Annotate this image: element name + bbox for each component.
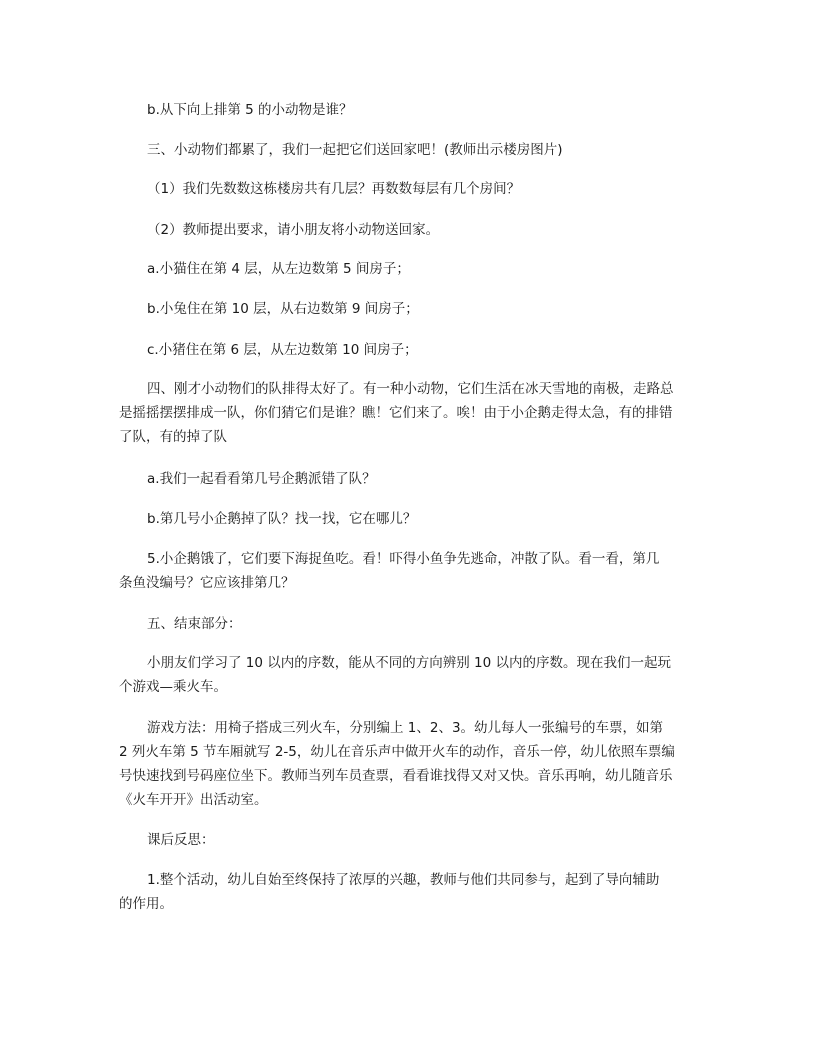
paragraph-line: 1.整个活动，幼儿自始至终保持了浓厚的兴趣，教师与他们共同参与，起到了导向辅助: [147, 872, 660, 888]
paragraph-game-method: [119, 716, 687, 812]
paragraph-question-b: b.从下向上排第 5 的小动物是谁？: [147, 102, 353, 118]
paragraph-question-b2: b.第几号小企鹅掉了队？找一找，它在哪儿？: [147, 511, 417, 527]
paragraph-line: 条鱼没编号？它应该排第几？: [119, 575, 295, 591]
paragraph-line: 四、刚才小动物们的队排得太好了。有一种小动物，它们生活在冰天雪地的南极，走路总: [147, 381, 674, 397]
paragraph-summary: [119, 651, 687, 699]
paragraph-line: 号快速找到号码座位坐下。教师当列车员查票，看看谁找得又对又快。音乐再响，幼儿随音乐: [119, 768, 673, 784]
paragraph-line: 了队，有的掉了队: [119, 429, 227, 445]
paragraph-line: 是摇摇摆摆排成一队，你们猜它们是谁？瞧！它们来了。唉！由于小企鹅走得太急，有的排错: [119, 405, 673, 421]
paragraph-reflection: [119, 868, 687, 916]
paragraph-question-a: a.我们一起看看第几号企鹅派错了队？: [147, 471, 376, 487]
paragraph-line: 个游戏—乘火车。: [119, 679, 227, 695]
paragraph-penguin-fish: [119, 547, 687, 595]
paragraph-section-four: [119, 377, 687, 449]
paragraph-step-2: （2）教师提出要求，请小朋友将小动物送回家。: [147, 222, 440, 238]
paragraph-cat: a.小猫住在第 4 层，从左边数第 5 间房子；: [147, 261, 410, 277]
paragraph-section-three: 三、小动物们都累了，我们一起把它们送回家吧！(教师出示楼房图片): [147, 142, 563, 158]
paragraph-line: 小朋友们学习了 10 以内的序数，能从不同的方向辨别 10 以内的序数。现在我们一起玩: [147, 655, 672, 671]
paragraph-line: 《火车开开》出活动室。: [119, 792, 268, 808]
paragraph-line: 2 列火车第 5 节车厢就写 2-5，幼儿在音乐声中做开火车的动作，音乐一停，幼儿依照车票编: [119, 744, 675, 760]
paragraph-line: 5.小企鹅饿了，它们要下海捉鱼吃。看！吓得小鱼争先逃命，冲散了队。看一看，第几: [147, 551, 660, 567]
section-five-title: 五、结束部分：: [147, 616, 242, 632]
paragraph-line: 的作用。: [119, 896, 173, 912]
paragraph-rabbit: b.小兔住在第 10 层，从右边数第 9 间房子；: [147, 301, 419, 317]
paragraph-line: 游戏方法：用椅子搭成三列火车，分别编上 1、2、3。幼儿每人一张编号的车票，如第: [147, 720, 664, 736]
paragraph-pig: c.小猪住在第 6 层，从左边数第 10 间房子；: [147, 342, 418, 358]
paragraph-step-1: （1）我们先数数这栋楼房共有几层？再数数每层有几个房间？: [147, 181, 521, 197]
reflection-title: 课后反思：: [147, 832, 215, 848]
